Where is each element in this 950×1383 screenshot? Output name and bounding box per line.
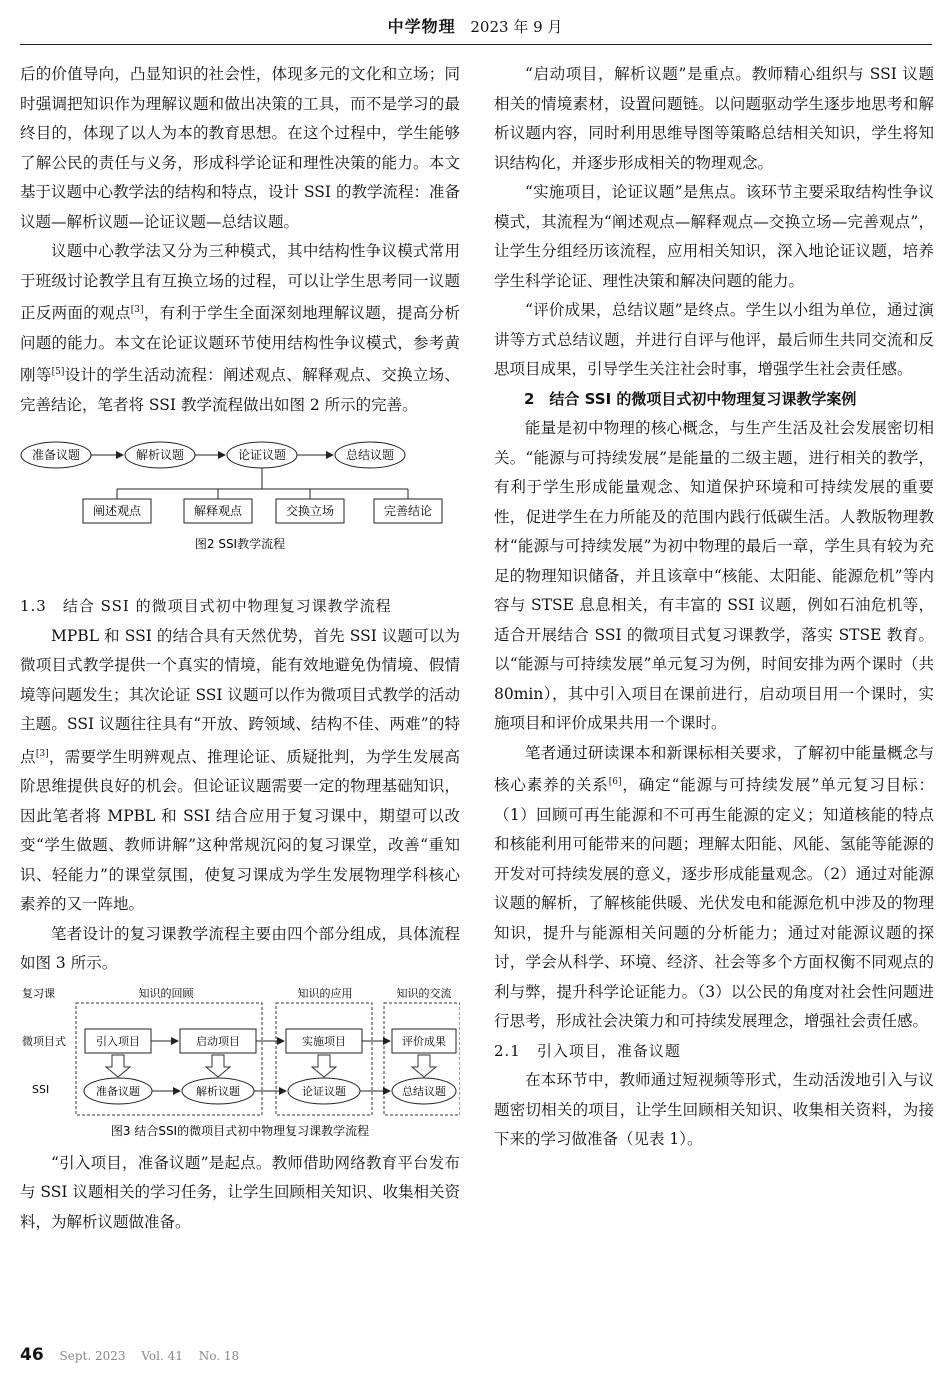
fig3-node: 引入项目: [96, 1034, 140, 1048]
fig2-top-row: [21, 442, 405, 468]
section-heading: 2 结合 SSI 的微项目式初中物理复习课教学案例: [524, 389, 857, 408]
fig3-row-label: 微项目式: [22, 1034, 66, 1048]
fig2-node: 总结议题: [345, 448, 395, 463]
citation: [6]: [608, 777, 622, 787]
section-heading: 1.3 结合 SSI 的微项目式初中物理复习课教学流程: [20, 597, 392, 616]
fig3-node: 论证议题: [302, 1084, 346, 1098]
fig2-bottom-row: [83, 499, 442, 523]
fig3-node: 解析议题: [196, 1084, 240, 1098]
fig2-node: 准备议题: [31, 448, 81, 463]
citation: [5]: [51, 367, 65, 378]
fig3-flowchart: [20, 985, 460, 1147]
paragraph: 笔者通过研读课本和新课标相关要求，了解初中能量概念与核心素养的关系[6]，确定“能源与可持续发展”单元复习目标：（1）回顾可再生能源和不可再生能源的定义；知道核能的特点和核能利用可能带来的问题；理解太阳能、风能、氢能等能源的开发对可持续发展的意义，逐步形成能量观念。（2）通过对能源议题的解析，了解核能供暖、光伏发电和能源危机中涉及的物理知识，提升与能源相关问题的分析能力；通过对能源议题的探讨，学会从科学、环境、经济、社会等多个方面权衡不同观点的利与弊，提升科学论证能力。（3）以公民的角度对社会性问题进行思考，形成社会决策力和可持续发展理念，增强社会责任感。: [494, 743, 934, 1031]
paragraph: MPBL 和 SSI 的结合具有天然优势，首先 SSI 议题可以为微项目式教学提供一个真实的情境，能有效地避免伪情境、假情境等问题发生；其次论证 SSI 议题可以作为微项目式教学的活动主题。SSI 议题往往具有“开放、跨领域、结构不佳、两难”的特点[3]，需要学生明辨观点、推理论证、质疑批判，为学生发展高阶思维提供良好的机会。但论证议题需要一定的物理基础知识，因此笔者将 MPBL 和 SSI 结合应用于复习课中，期望可以改变“学生做题、教师讲解”这种常规沉闷的复习课堂，改善“重知识、轻能力”的课堂氛围，使复习课成为学生发展物理学科核心素养的又一阵地。: [20, 626, 460, 914]
fig2-box: 完善结论: [383, 504, 433, 519]
paragraph: “评价成果，总结议题”是终点。学生以小组为单位，通过演讲等方式总结议题，并进行自评与他评，最后师生共同交流和反思项目成果，引导学生关注社会时事，增强学生社会责任感。: [494, 301, 934, 378]
fig3-header: 复习课: [22, 986, 55, 1000]
left-column: [20, 60, 460, 1237]
fig3-node: 总结议题: [402, 1084, 446, 1098]
fig3-node: 实施项目: [302, 1034, 346, 1048]
fig3-node: 启动项目: [196, 1034, 240, 1048]
fig2-box: 解释观点: [193, 504, 243, 519]
page-footer: [20, 1345, 251, 1365]
paragraph: “引入项目，准备议题”是起点。教师借助网络教育平台发布与 SSI 议题相关的学习任务，让学生回顾相关知识、收集相关资料，为解析议题做准备。: [20, 1153, 460, 1231]
header-rule: [20, 44, 932, 45]
fig3-row-label: SSI: [32, 1082, 50, 1096]
section-heading: 2.1 引入项目，准备议题: [494, 1041, 681, 1060]
fig3-node: 评价成果: [402, 1034, 446, 1048]
fig3-header: 知识的交流: [396, 986, 452, 1000]
issue-date: 2023 年 9 月: [470, 18, 563, 36]
fig3-caption: 图3 结合SSI的微项目式初中物理复习课教学流程: [110, 1123, 370, 1138]
paragraph: 在本环节中，教师通过短视频等形式，生动活泼地引入与议题密切相关的项目，让学生回顾相关知识、收集相关资料，为接下来的学习做准备（见表 1）。: [494, 1071, 934, 1149]
fig2-box: 阐述观点: [92, 504, 142, 519]
paragraph: 笔者设计的复习课教学流程主要由四个部分组成，具体流程如图 3 所示。: [20, 924, 460, 973]
page-number: 46: [20, 1345, 44, 1365]
fig2-node: 论证议题: [237, 448, 287, 463]
right-column: [494, 60, 934, 1155]
fig2-box: 交换立场: [285, 504, 335, 519]
fig2-node: 解析议题: [135, 448, 185, 463]
footer-month: Sept. 2023: [59, 1349, 126, 1363]
fig2-branches: [117, 468, 408, 499]
fig2-caption: 图2 SSI教学流程: [194, 537, 286, 552]
figure-2: [20, 432, 460, 592]
paragraph: “实施项目，论证议题”是焦点。该环节主要采取结构性争议模式，其流程为“阐述观点—解释观点—交换立场—完善观点”，让学生分组经历该流程，应用相关知识，深入地论证议题，培养学生科学论证、理性决策和解决问题的能力。: [494, 183, 934, 290]
citation: [3]: [35, 748, 49, 759]
paragraph: 后的价值导向，凸显知识的社会性，体现多元的文化和立场；同时强调把知识作为理解议题和做出决策的工具，而不是学习的最终目的，体现了以人为本的教育思想。在这个过程中，学生能够了解公民的责任与义务，形成科学论证和理性决策的能力。本文基于议题中心教学法的结构和特点，设计 SSI 的教学流程：准备议题—解析议题—论证议题—总结议题。: [20, 65, 460, 231]
footer-issue: No. 18: [198, 1349, 240, 1363]
running-header: [0, 14, 950, 37]
fig3-header: 知识的应用: [297, 986, 353, 1000]
paragraph: 议题中心教学法又分为三种模式，其中结构性争议模式常用于班级讨论教学且有互换立场的过程，可以让学生思考同一议题正反两面的观点[3]，有利于学生全面深刻地理解议题，提高分析问题的能力。本文在论证议题环节使用结构性争议模式，参考黄刚等[5]设计的学生活动流程：阐述观点、解释观点、交换立场、完善结论，笔者将 SSI 教学流程做出如图 2 所示的完善。: [20, 242, 460, 414]
fig2-flowchart: [20, 432, 460, 562]
fig3-header: 知识的回顾: [138, 986, 194, 1000]
citation: [3]: [130, 305, 144, 315]
paragraph: 能量是初中物理的核心概念，与生产生活及社会发展密切相关。“能源与可持续发展”是能量的二级主题，进行相关的教学，有利于学生形成能量观念、知道保护环境和可持续发展的重要性，促进学生在力所能及的范围内践行低碳生活。人教版物理教材“能源与可持续发展”为初中物理的最后一章，学生具有较为充足的物理知识储备，并且该章中“核能、太阳能、能源危机”等内容与 STSE 息息相关，有丰富的 SSI 议题，例如石油危机等，适合开展结合 SSI 的微项目式复习课教学，落实 STSE 教育。以“能源与可持续发展”单元复习为例，时间安排为两个课时（共 80min），其中引入项目在课前进行，启动项目用一个课时，实施项目和评价成果共用一个课时。: [494, 419, 934, 732]
journal-title: 中学物理: [387, 17, 456, 36]
figure-3: [20, 985, 460, 1149]
paragraph: “启动项目，解析议题”是重点。教师精心组织与 SSI 议题相关的情境素材，设置问题链。以问题驱动学生逐步地思考和解析议题内容，同时利用思维导图等策略总结相关知识，学生将知识结构化，并逐步形成相关的物理观念。: [494, 65, 934, 172]
fig3-node: 准备议题: [96, 1084, 140, 1098]
footer-volume: Vol. 41: [141, 1349, 183, 1363]
